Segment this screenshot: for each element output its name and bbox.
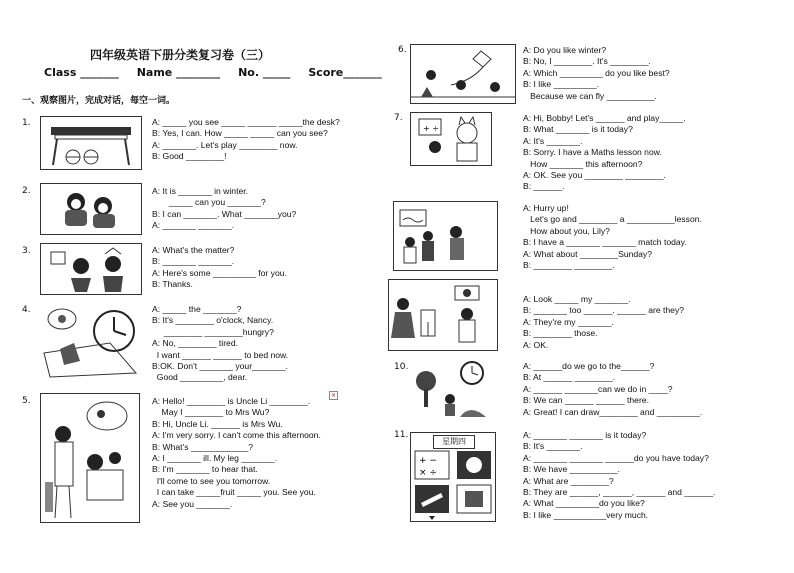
- line: A: They're my _______.: [523, 316, 614, 327]
- line: I want ______ ______ to bed now.: [152, 349, 289, 360]
- dialogue-1: [152, 117, 340, 163]
- line: B: I like _________.: [523, 79, 599, 90]
- question-number: 2.: [22, 186, 31, 196]
- dialogue-11: [523, 430, 715, 521]
- line: A: Hurry up!: [523, 203, 569, 213]
- desk-balls-picture: [40, 116, 142, 170]
- line: A: What's the matter?: [152, 245, 235, 255]
- dialogue-6: [523, 45, 670, 102]
- line: B: We have __________.: [523, 464, 620, 475]
- svg-text:+ ÷: + ÷: [423, 124, 439, 133]
- line: A: Look _____ my _______.: [523, 294, 631, 304]
- line: A: _______ _______ ______do you have today?: [523, 452, 709, 463]
- line: A: Great! I can draw________ and _________.: [523, 406, 703, 417]
- line: I can take _____fruit _____ you. See you.: [152, 487, 316, 498]
- line: B: They are ______, ______, ______ and ______.: [523, 487, 716, 498]
- line: ________ ________hungry?: [152, 326, 274, 337]
- line: A: OK.: [523, 339, 549, 350]
- question-number: 5.: [22, 396, 31, 406]
- line: _____ can you _______?: [152, 197, 266, 208]
- swimming-lesson-picture: [393, 201, 498, 271]
- class-field: Class _______: [44, 66, 119, 79]
- dialogue-10: [523, 361, 702, 418]
- line: B: I have a _______ _______ match today.: [523, 237, 687, 248]
- question-number: 3.: [22, 246, 31, 256]
- instruction: 一、观察图片，完成对话，每空一词。: [22, 96, 176, 106]
- svg-text:× ÷: × ÷: [419, 468, 437, 478]
- line: B: Thanks.: [152, 279, 193, 290]
- line: A: _____ the _______?: [152, 304, 242, 314]
- line: B: ______.: [523, 181, 565, 192]
- phone-call-picture: [40, 393, 140, 523]
- line: B: At ______ ________.: [523, 372, 616, 383]
- line: B: What _______ is it today?: [523, 124, 633, 135]
- line: I'll come to see you tomorrow.: [152, 475, 271, 486]
- line: A: Here's some _________ for you.: [152, 267, 287, 278]
- line: B: _______ too ______. ______ are they?: [523, 305, 685, 316]
- score-field: Score_______: [308, 66, 382, 79]
- line: A: Which _________ do you like best?: [523, 67, 670, 78]
- line: A: It's _______.: [523, 135, 583, 146]
- line: May I ________ to Mrs Wu?: [152, 407, 270, 418]
- line: A: What about ________Sunday?: [523, 248, 653, 259]
- line: A: I'm very sorry. I can't come this afternoon.: [152, 430, 321, 441]
- dialogue-8: [523, 203, 702, 271]
- line: A: Hi, Bobby! Let's ______ and play_____.: [523, 113, 686, 123]
- line: How _______ this afternoon?: [523, 158, 643, 169]
- line: B: No, I ________. It's ________.: [523, 56, 651, 67]
- weekday-label: 星期四: [433, 435, 475, 449]
- line: A: Hello! ________ is Uncle Li ________.: [152, 396, 311, 406]
- number-field: No. _____: [238, 66, 291, 79]
- question-number: 10.: [394, 362, 409, 372]
- question-number: 11.: [394, 430, 409, 440]
- line: A: What are ________?: [523, 475, 614, 486]
- line: A: _______ _______.: [152, 220, 235, 231]
- line: B:OK. Don't _______ your_______.: [152, 361, 288, 372]
- line: Because we can fly __________.: [523, 90, 657, 101]
- line: A: _______. Let's play ________ now.: [152, 139, 298, 150]
- dialogue-4: [152, 304, 288, 384]
- line: B: Sorry. I have a Maths lesson now.: [523, 147, 662, 158]
- question-number: 1.: [22, 118, 31, 128]
- line: A: _____ you see _____ ______ _____the desk?: [152, 117, 340, 127]
- kite-season-picture: [410, 44, 516, 104]
- line: B: Yes, I can. How _____ _____ can you see?: [152, 128, 328, 139]
- line: A: OK. See you ________ ________.: [523, 170, 666, 181]
- close-box-icon[interactable]: ×: [330, 392, 337, 399]
- line: B: _______ _______.: [152, 256, 235, 267]
- dialogue-9: [523, 294, 684, 351]
- question-number: 7.: [394, 113, 403, 123]
- line: A: No, ________ tired.: [152, 338, 238, 349]
- winter-kids-picture: [40, 183, 142, 235]
- timetable-picture: [410, 432, 496, 522]
- line: B: What's ____________?: [152, 441, 254, 452]
- question-number: 4.: [22, 305, 31, 315]
- dialogue-7: [523, 113, 686, 193]
- clothes-shop-picture: [388, 279, 498, 351]
- dialogue-5: [152, 396, 321, 510]
- line: Let's go and ________ a __________lesson.: [523, 214, 702, 225]
- line: B: It's _______.: [523, 441, 583, 452]
- svg-text:+ −: + −: [419, 456, 437, 466]
- sick-kids-picture: [40, 243, 142, 295]
- line: How about you, Lily?: [523, 225, 610, 236]
- dialogue-3: [152, 245, 287, 291]
- line: B: I like ___________very much.: [523, 509, 649, 520]
- line: B: Hi, Uncle Li. ______ is Mrs Wu.: [152, 418, 283, 429]
- math-lesson-picture: [410, 112, 492, 166]
- line: A: ______ _______can we do in ____?: [523, 383, 673, 394]
- line: B: ________ ________.: [523, 260, 615, 271]
- page-title: 四年级英语下册分类复习卷（三）: [90, 48, 271, 62]
- line: Good _________, dear.: [152, 372, 248, 383]
- line: A: What _________do you like?: [523, 498, 645, 509]
- line: B: ________ those.: [523, 328, 598, 339]
- line: B: I can _______. What _______you?: [152, 208, 297, 219]
- name-field: Name ________: [136, 66, 221, 79]
- park-clock-picture: [410, 359, 490, 419]
- line: A: I _______ ill. My leg _______.: [152, 453, 278, 464]
- line: A: See you _______.: [152, 498, 233, 509]
- line: A: _______ _______ is it today?: [523, 430, 647, 440]
- bedtime-clock-picture: [40, 303, 140, 379]
- question-number: 6.: [398, 45, 407, 55]
- student-info: [44, 66, 382, 79]
- line: B: We can ______ ______ there.: [523, 395, 649, 406]
- line: A: Do you like winter?: [523, 45, 607, 55]
- line: A: It is _______ in winter.: [152, 186, 249, 196]
- line: B: Good ________!: [152, 151, 227, 162]
- dialogue-2: [152, 186, 296, 232]
- line: B: I'm _______ to hear that.: [152, 464, 258, 475]
- line: B: It's ________ o'clock, Nancy.: [152, 315, 274, 326]
- line: A: ______do we go to the______?: [523, 361, 655, 371]
